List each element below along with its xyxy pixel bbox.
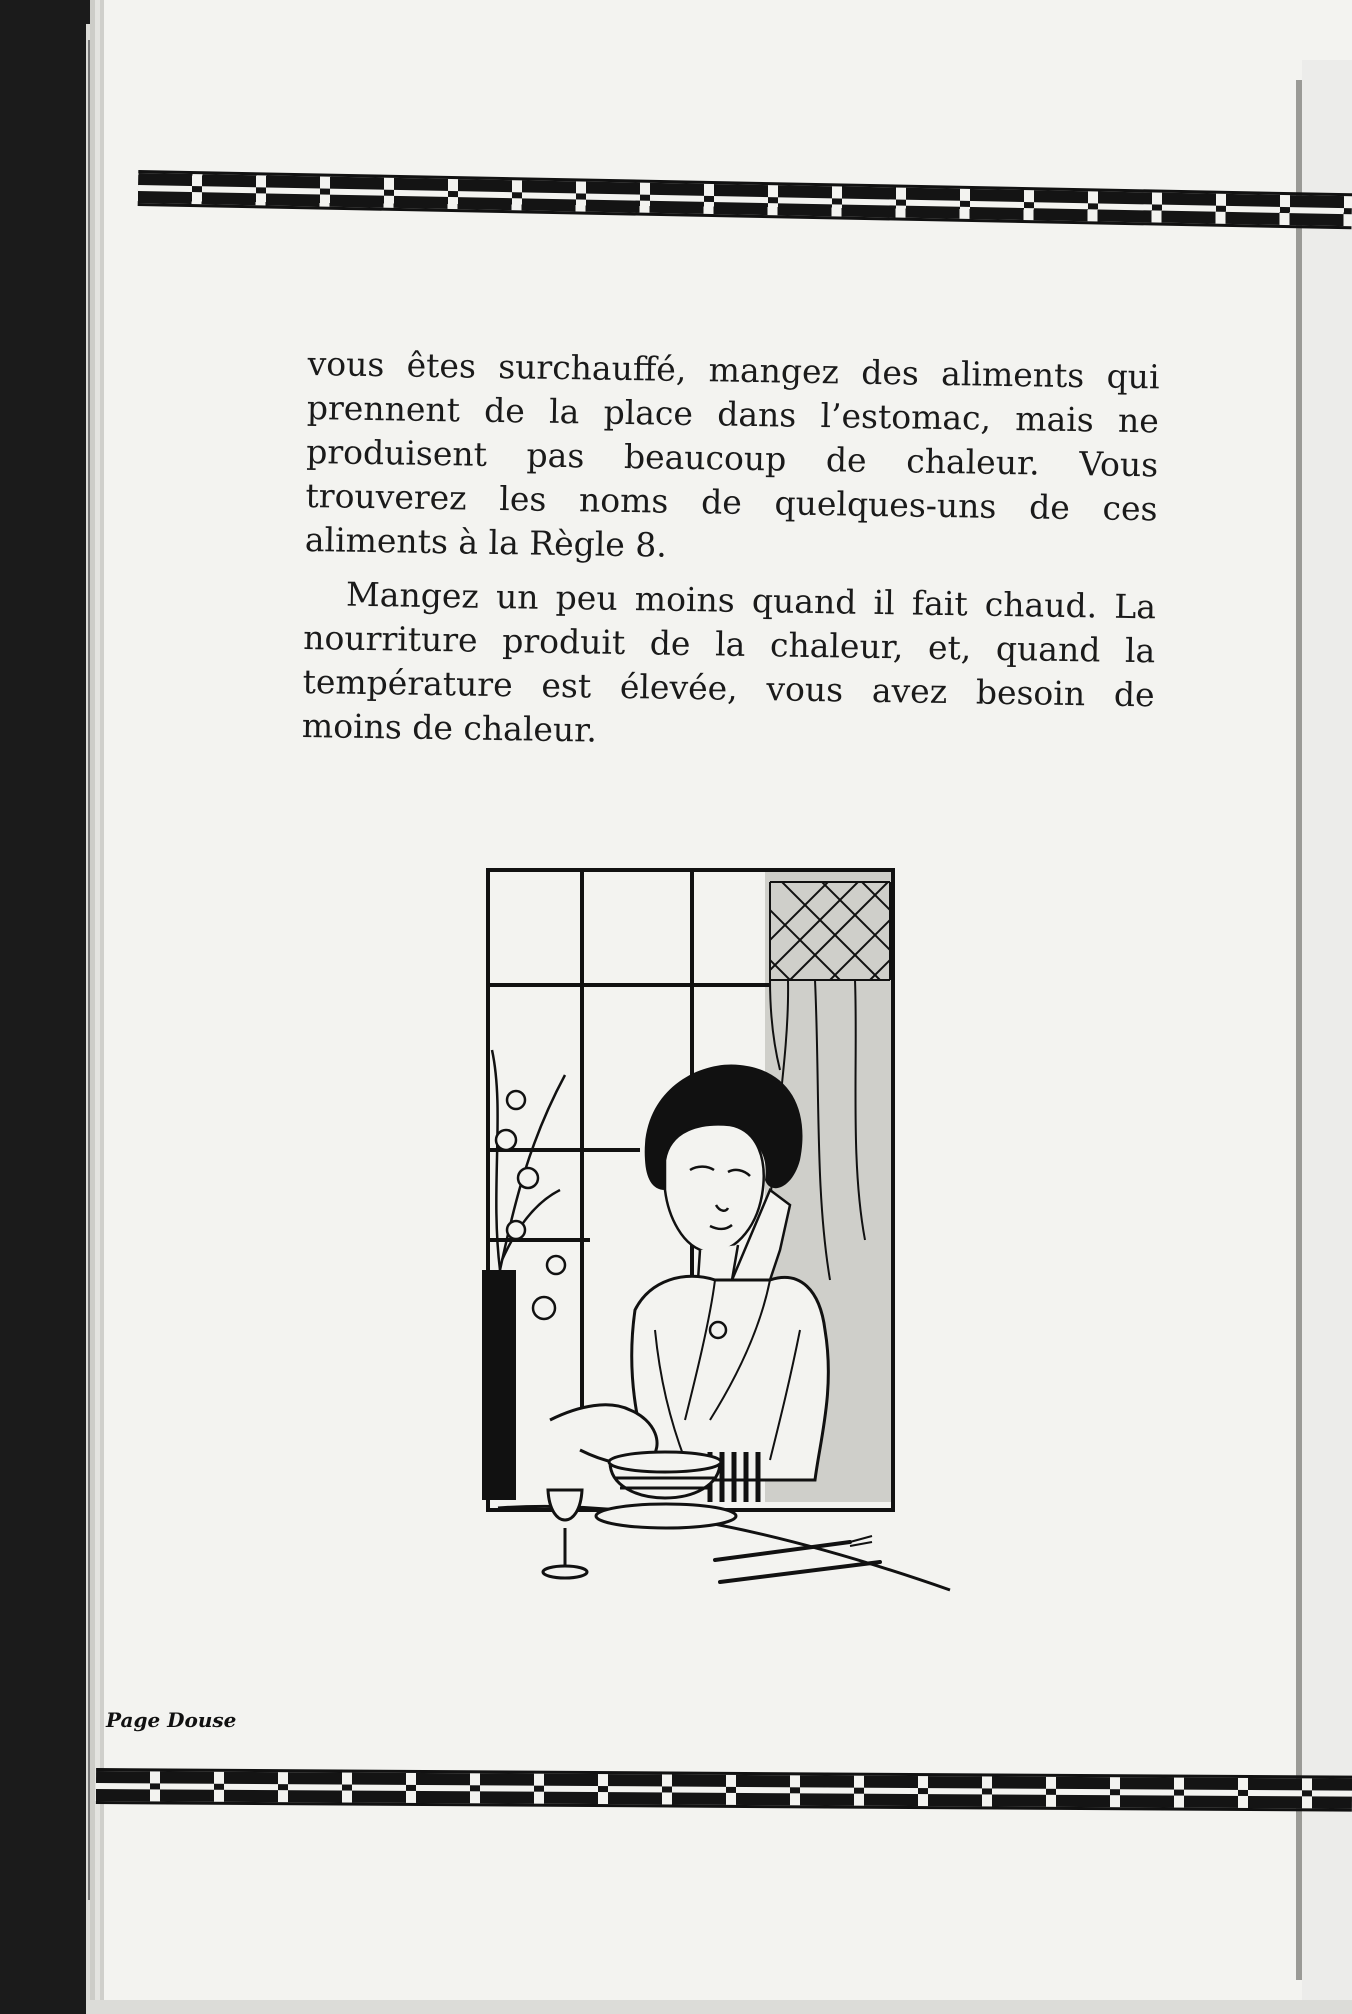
body-text <box>301 342 1159 771</box>
paragraph-2: Mangez un peu moins quand il fait chaud. La nourriture produit de la chaleur, et, quand la température est élevée, vous avez besoin de moins de chaleur. <box>301 574 1157 750</box>
facing-page-edge <box>1302 60 1352 2000</box>
page-folio: Page Douse <box>106 1708 237 1732</box>
bottom-decorative-border <box>96 1768 1352 1812</box>
paragraph-1: vous êtes surchauffé, mangez des aliments qui prennent de la place dans l’estomac, mais ne produisent pas beaucoup de chaleur. Vous trouverez les noms de quelques-uns de ces aliments à la Règle 8. <box>304 343 1160 565</box>
woman-at-window-illustration <box>470 860 960 1600</box>
